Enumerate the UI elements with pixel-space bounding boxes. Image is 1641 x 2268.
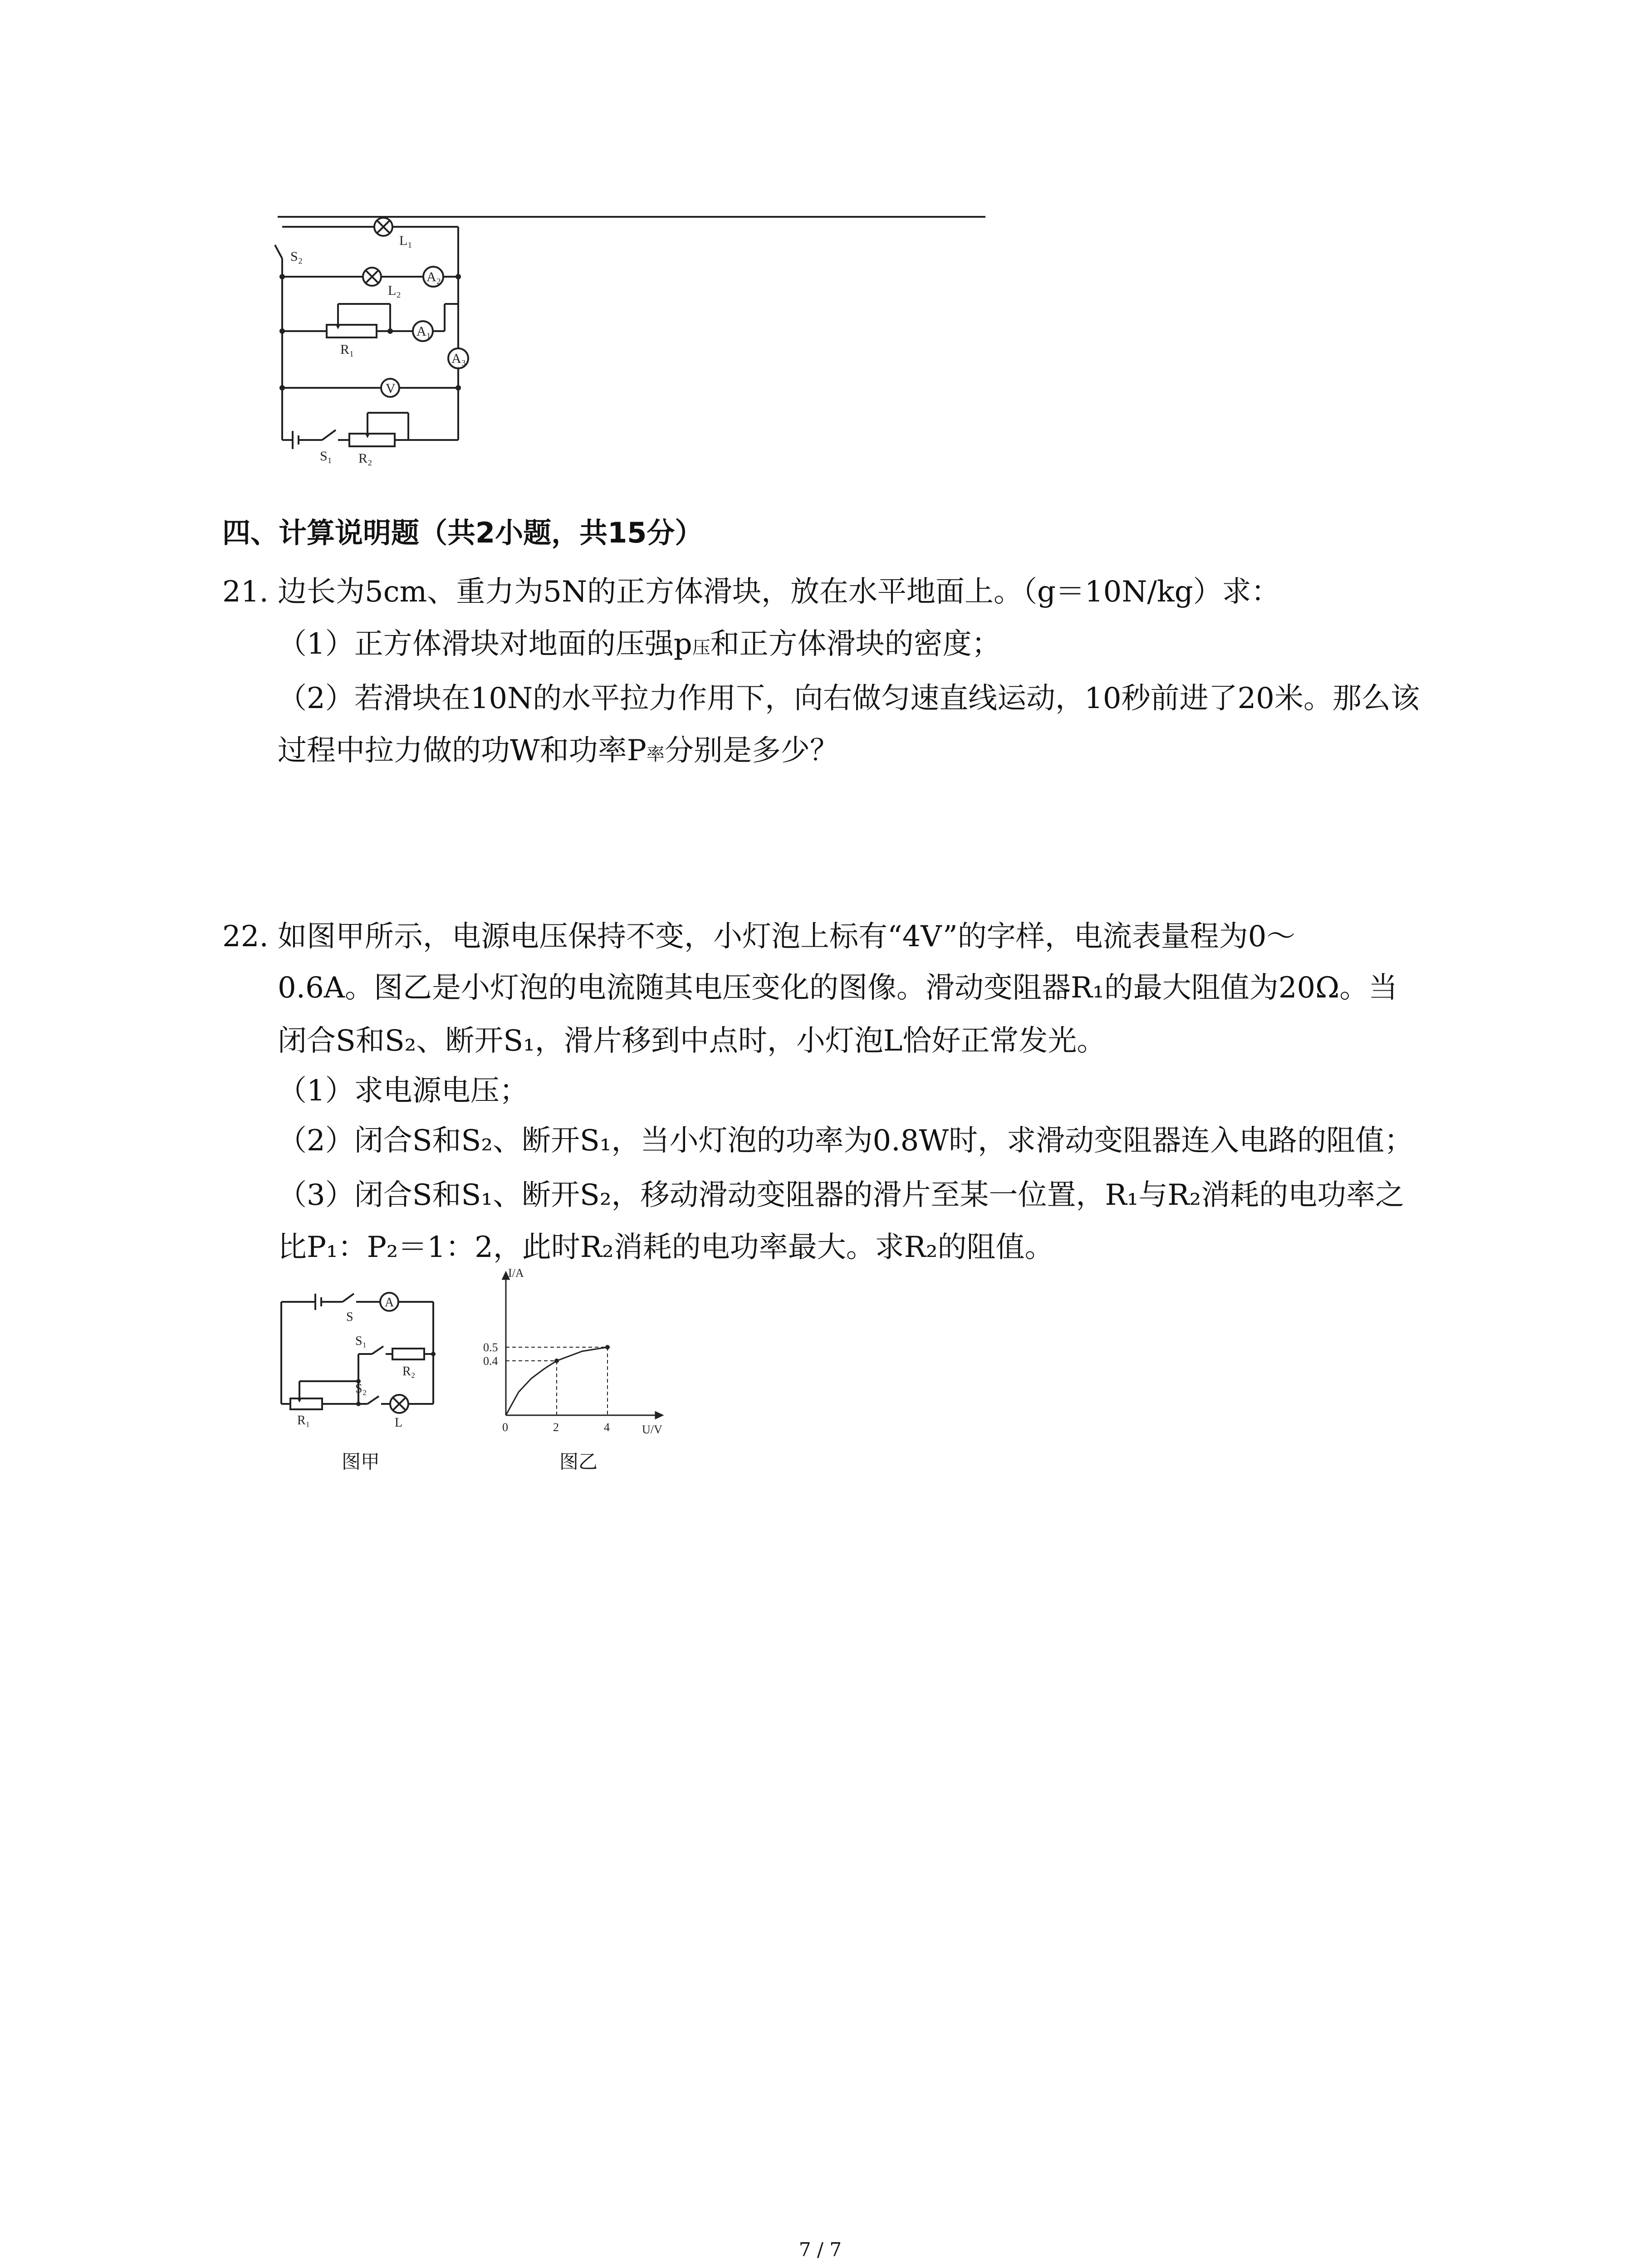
x-axis-label: U/V [642, 1423, 662, 1436]
y-axis-label: I/A [508, 1266, 524, 1280]
label-a1: A₁ [416, 324, 431, 339]
label-v: V [386, 381, 396, 396]
q22-stem-line3: 闭合S和S₂、断开S₁，滑片移到中点时，小灯泡L恰好正常发光。 [278, 1024, 1106, 1058]
label-a: A [385, 1295, 394, 1310]
label-l: L [395, 1416, 403, 1430]
label-s2: S₂ [355, 1382, 367, 1396]
label-r1: R₁ [340, 342, 354, 357]
caption-jia: 图甲 [341, 1451, 380, 1473]
section-title: 四、计算说明题（共2小题，共15分） [222, 516, 703, 549]
q22-part3-line1: （3）闭合S和S₁、断开S₂，移动滑动变阻器的滑片至某一位置，R₁与R₂消耗的电功率之 [278, 1178, 1405, 1212]
label-a3: A₃ [451, 351, 466, 366]
label-s2: S₂ [290, 249, 303, 264]
label-a2: A₂ [426, 269, 441, 284]
q21-part2-subscript: 率 [646, 744, 665, 765]
data-point [554, 1359, 559, 1363]
y-tick-label: 0.5 [483, 1341, 498, 1354]
label-s1: S₁ [320, 449, 333, 464]
q22-part3-line2: 比P₁：P₂＝1：2，此时R₂消耗的电功率最大。求R₂的阻值。 [278, 1231, 1054, 1264]
q22-part1: （1）求电源电压； [278, 1074, 529, 1108]
q21-part2-line2 [278, 728, 839, 777]
q21-part2-text-end: 分别是多少？ [664, 734, 839, 767]
label-l2: L₂ [388, 283, 401, 298]
q21-part2-text: 过程中拉力做的功W和功率P [278, 734, 647, 767]
q21-part1-subscript: 压 [692, 637, 710, 658]
q21-part1-text-end: 和正方体滑块的密度； [710, 627, 1001, 661]
iu-graph [481, 1266, 690, 1447]
q22-stem-line1: 如图甲所示，电源电压保持不变，小灯泡上标有“4V”的字样，电流表量程为0～ [278, 920, 1296, 953]
q21-part1-text: （1）正方体滑块对地面的压强p [278, 627, 692, 661]
label-r2: R₂ [358, 451, 372, 466]
q21-stem: 边长为5cm、重力为5N的正方体滑块，放在水平地面上。（g＝10N/kg）求： [278, 575, 1280, 609]
x-tick-label: 4 [604, 1421, 610, 1434]
q21-part2-line1: （2）若滑块在10N的水平拉力作用下，向右做匀速直线运动，10秒前进了20米。那么该 [278, 682, 1420, 715]
circuit-diagram-jia [272, 1288, 449, 1442]
circuit-diagram-top [272, 213, 490, 467]
label-r1: R₁ [297, 1413, 310, 1427]
caption-yi: 图乙 [559, 1451, 598, 1473]
label-l1: L₁ [399, 233, 412, 248]
y-tick-label: 0.4 [483, 1354, 498, 1368]
data-point [605, 1345, 610, 1349]
label-r2: R₂ [402, 1364, 416, 1378]
q21-number: 21. [222, 575, 269, 609]
q22-number: 22. [222, 920, 269, 953]
q21-part1 [278, 621, 1001, 670]
x-tick-label: 0 [502, 1421, 508, 1434]
q22-stem-line2: 0.6A。图乙是小灯泡的电流随其电压变化的图像。滑动变阻器R₁的最大阻值为20Ω。当 [278, 971, 1398, 1005]
label-s: S [346, 1310, 353, 1324]
x-axis-arrow [656, 1412, 662, 1418]
label-s1: S₁ [355, 1334, 367, 1348]
page-number: 7 / 7 [798, 2239, 842, 2261]
x-tick-label: 2 [553, 1421, 559, 1434]
q22-part2: （2）闭合S和S₂、断开S₁，当小灯泡的功率为0.8W时，求滑动变阻器连入电路的阻值； [278, 1124, 1414, 1158]
